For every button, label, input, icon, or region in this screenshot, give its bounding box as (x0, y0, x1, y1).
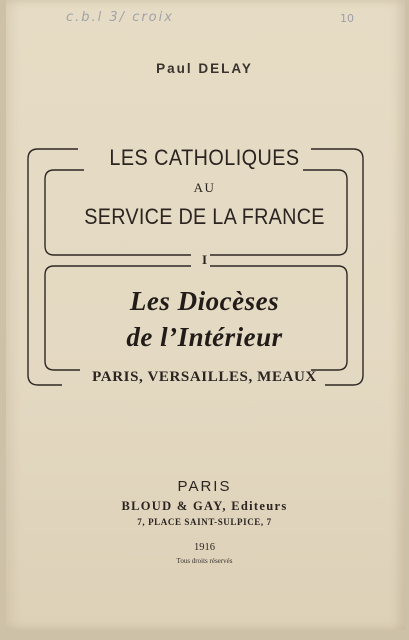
pencil-annotation: c.b.l 3/ croix (66, 10, 174, 25)
pencil-number: 10 (340, 12, 354, 25)
author-name: Paul DELAY (156, 61, 253, 76)
subtitle-line-2: de l’Intérieur (126, 322, 283, 352)
volume-number: I (201, 252, 208, 267)
title-line-1: LES CATHOLIQUES (109, 145, 300, 170)
subtitle-line-1: Les Diocèses (129, 286, 280, 316)
title-line-3: SERVICE DE LA FRANCE (84, 204, 325, 229)
title-line-2: AU (193, 180, 216, 195)
publication-year: 1916 (194, 542, 215, 553)
cities-line: PARIS, VERSAILLES, MEAUX (92, 369, 317, 385)
publisher-name: BLOUD & GAY, Editeurs (121, 499, 288, 513)
rights-notice: Tous droits réservés (176, 557, 233, 565)
publisher-address: 7, PLACE SAINT-SULPICE, 7 (137, 517, 272, 527)
imprint-city: PARIS (177, 478, 232, 495)
